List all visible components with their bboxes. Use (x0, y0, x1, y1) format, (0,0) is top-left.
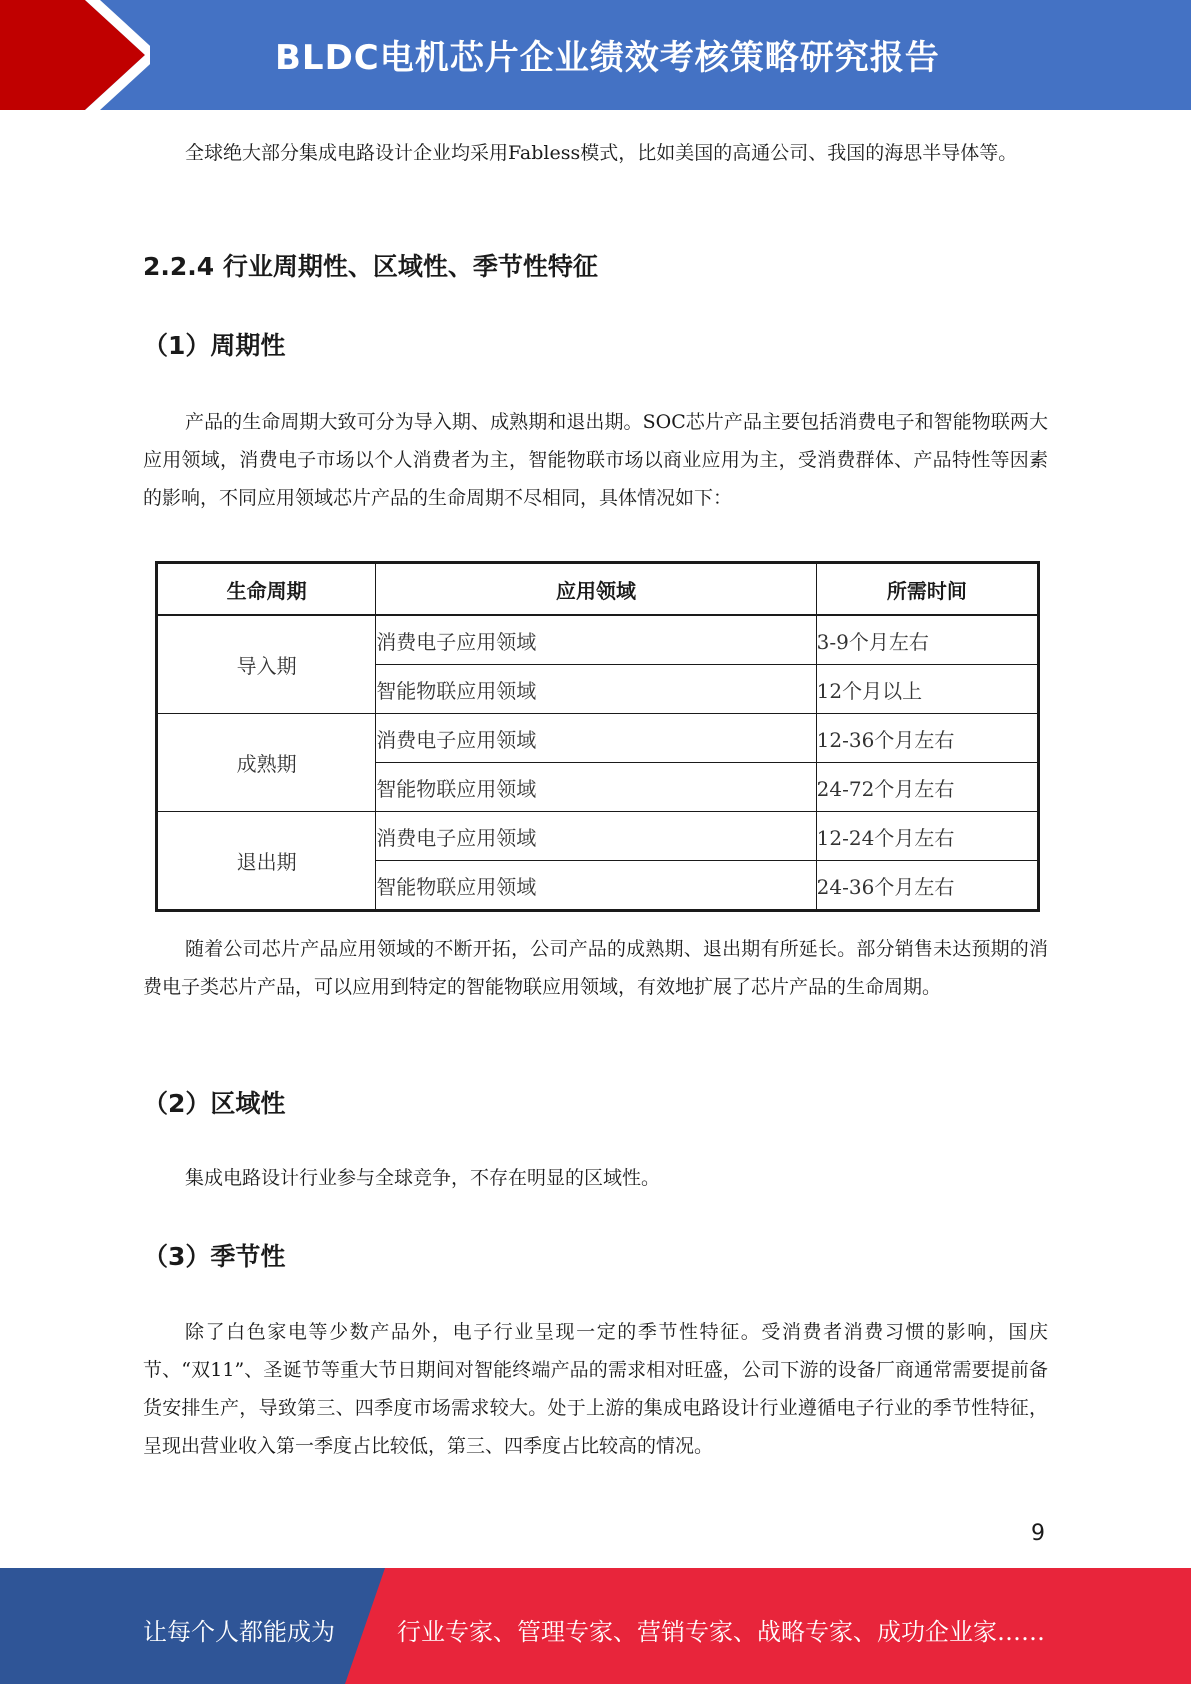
regional-heading: （2）区域性 (143, 1089, 286, 1118)
stage-cell: 成熟期 (157, 714, 376, 812)
section-heading: 2.2.4 行业周期性、区域性、季节性特征 (143, 252, 598, 281)
time-cell: 12个月以上 (816, 665, 1038, 714)
time-cell: 24-36个月左右 (816, 861, 1038, 911)
page-header (0, 0, 1191, 110)
report-title: BLDC电机芯片企业绩效考核策略研究报告 (275, 38, 940, 78)
footer-slogan-left: 让每个人都能成为 (143, 1618, 335, 1646)
domain-cell: 消费电子应用领域 (376, 714, 816, 763)
domain-cell: 智能物联应用领域 (376, 763, 816, 812)
time-cell: 24-72个月左右 (816, 763, 1038, 812)
seasonal-heading: （3）季节性 (143, 1242, 286, 1271)
table-header-row (157, 563, 1039, 616)
seasonal-paragraph: 除了白色家电等少数产品外，电子行业呈现一定的季节性特征。受消费者消费习惯的影响，国庆节、“双11”、圣诞节等重大节日期间对智能终端产品的需求相对旺盛，公司下游的设备厂商通常需要提前备货安排生产，导致第三、四季度市场需求较大。处于上游的集成电路设计行业遵循电子行业的季节性特征，呈现出营业收入第一季度占比较低，第三、四季度占比较高的情况。 (143, 1321, 1048, 1457)
header-stage: 生命周期 (157, 563, 376, 616)
after-table-paragraph: 随着公司芯片产品应用领域的不断开拓，公司产品的成熟期、退出期有所延长。部分销售未达预期的消费电子类芯片产品，可以应用到特定的智能物联应用领域，有效地扩展了芯片产品的生命周期。 (143, 938, 1048, 998)
stage-cell: 退出期 (157, 812, 376, 911)
footer-slogan-right: 行业专家、管理专家、营销专家、战略专家、成功企业家…… (397, 1618, 1045, 1646)
time-cell: 3-9个月左右 (816, 615, 1038, 665)
regional-paragraph: 集成电路设计行业参与全球竞争，不存在明显的区域性。 (185, 1167, 661, 1189)
intro-paragraph: 全球绝大部分集成电路设计企业均采用Fabless模式，比如美国的高通公司、我国的海思半导体等。 (185, 142, 1018, 164)
table-row (157, 812, 1039, 861)
domain-cell: 消费电子应用领域 (376, 615, 816, 665)
domain-cell: 智能物联应用领域 (376, 665, 816, 714)
lifecycle-table (155, 561, 1040, 912)
table-row (157, 615, 1039, 665)
domain-cell: 智能物联应用领域 (376, 861, 816, 911)
stage-cell: 导入期 (157, 615, 376, 714)
cyclical-paragraph: 产品的生命周期大致可分为导入期、成熟期和退出期。SOC芯片产品主要包括消费电子和智能物联两大应用领域，消费电子市场以个人消费者为主，智能物联市场以商业应用为主，受消费群体、产品特性等因素的影响，不同应用领域芯片产品的生命周期不尽相同，具体情况如下： (143, 411, 1048, 509)
time-cell: 12-36个月左右 (816, 714, 1038, 763)
time-cell: 12-24个月左右 (816, 812, 1038, 861)
cyclical-heading: （1）周期性 (143, 331, 286, 360)
header-domain: 应用领域 (376, 563, 816, 616)
header-time: 所需时间 (816, 563, 1038, 616)
table-row (157, 714, 1039, 763)
page-number: 9 (1031, 1521, 1045, 1546)
domain-cell: 消费电子应用领域 (376, 812, 816, 861)
header-arrow-decoration (0, 0, 150, 110)
